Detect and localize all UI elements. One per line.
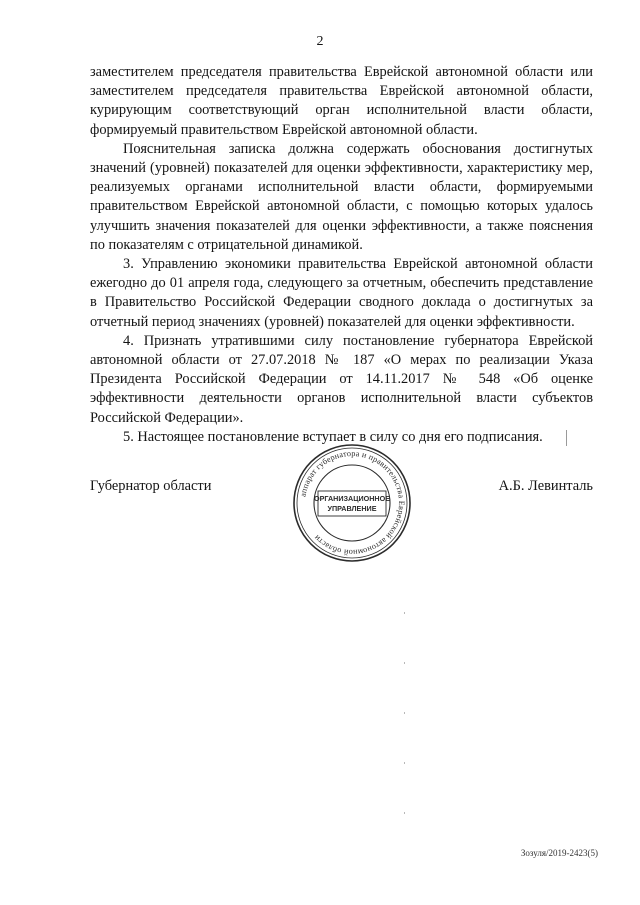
scan-speck <box>404 812 405 814</box>
margin-mark <box>566 430 567 446</box>
signatory-name: А.Б. Левинталь <box>498 478 593 494</box>
paragraph-4: 4. Признать утратившими силу постановление губернатора Еврейской автономной области от 27.07.2018 № 187 «О мерах по реализации Указа Президента Российской Федерации от 14.11.2017 № 548 «Об оценке эффективности деятельности органов исполнительной власти субъектов Российской Федерации». <box>90 332 593 426</box>
stamp-center-line-1: ОРГАНИЗАЦИОННОЕ <box>313 494 391 503</box>
scan-speck <box>404 762 405 764</box>
paragraph-2: Пояснительная записка должна содержать обоснования достигнутых значений (уровней) показателей для оценки эффективности, характеристику мер, реализуемых органами исполнительной власти области, формируемыми правительством Еврейской автономной области, с помощью которых удалось улучшить значения показателей для оценки эффективности, а также пояснения по показателям с отрицательной динамикой. <box>90 140 593 253</box>
official-stamp <box>291 442 413 564</box>
paragraph-3: 3. Управлению экономики правительства Еврейской автономной области ежегодно до 01 апреля года, следующего за отчетным, обеспечить представление в Правительство Российской Федерации сводного доклада о достигнутых за отчетный период значениях (уровней) показателей для оценки эффективности. <box>90 256 593 330</box>
paragraph-1: заместителем председателя правительства Еврейской автономной области или заместителем председателя правительства Еврейской автономной области, курирующим соответствующий орган исполнительной власти области, формируемый правительством Еврейской автономной области. <box>90 64 593 138</box>
stamp-center-line-2: УПРАВЛЕНИЕ <box>327 504 377 513</box>
scan-speck <box>404 612 405 614</box>
document-code: Зозуля/2019-2423(5) <box>520 848 598 858</box>
stamp-seal-icon <box>291 442 413 564</box>
scan-speck <box>404 712 405 714</box>
scan-speck <box>404 662 405 664</box>
page-number: 2 <box>316 34 324 49</box>
stamp-ring-text: аппарат губернатора и правительства Еврейской автономной области <box>298 448 407 558</box>
document-body <box>90 63 593 447</box>
paragraph-5: 5. Настоящее постановление вступает в силу со дня его подписания. <box>123 428 543 445</box>
signatory-title: Губернатор области <box>90 478 212 494</box>
